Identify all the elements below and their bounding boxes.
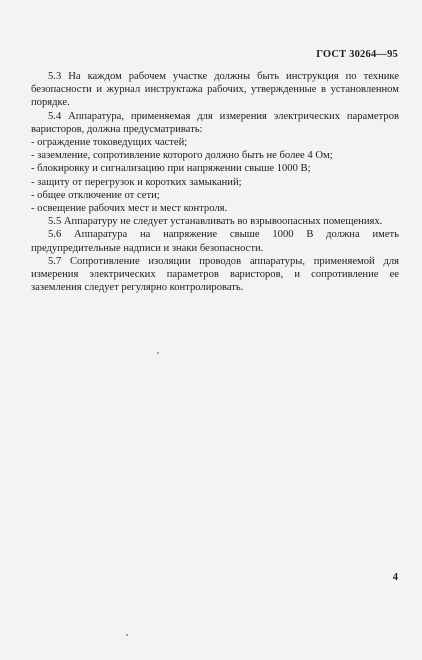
- list-item-lighting: - освещение рабочих мест и мест контроля.: [31, 203, 228, 215]
- document-body: [31, 70, 399, 294]
- paragraph-5-5: 5.5 Аппаратуру не следует устанавливать во взрывоопасных помещениях.: [48, 216, 383, 228]
- list-item-disconnect: - общее отключение от сети;: [31, 189, 160, 201]
- list-item-interlock: - блокировку и сигнализацию при напряжении свыше 1000 В;: [31, 163, 311, 175]
- paragraph-5-4: 5.4 Аппаратура, применяемая для измерения электрических параметров варисторов, должна предусматривать:: [31, 110, 399, 135]
- page-number: 4: [392, 572, 398, 583]
- list-item-grounding: - заземление, сопротивление которого должно быть не более 4 Ом;: [31, 150, 333, 162]
- paragraph-5-3: 5.3 На каждом рабочем участке должны быть инструкция по технике безопасности и журнал инструктажа рабочих, утвержденные в установленном порядке.: [31, 71, 399, 109]
- document-header: ГОСТ 30264—95: [316, 49, 398, 60]
- list-item-fencing: - ограждение токоведущих частей;: [31, 137, 188, 149]
- paragraph-5-7: 5.7 Сопротивление изоляции проводов аппаратуры, применяемой для измерения электрических параметров варисторов, и сопротивление ее заземления следует регулярно контролировать.: [31, 255, 399, 294]
- scan-speck: [126, 634, 128, 636]
- paragraph-5-6: 5.6 Аппаратура на напряжение свыше 1000 В должна иметь предупредительные надписи и знаки безопасности.: [31, 229, 399, 254]
- list-item-protection: - защиту от перегрузок и коротких замыканий;: [31, 176, 242, 188]
- scan-speck: [157, 352, 159, 354]
